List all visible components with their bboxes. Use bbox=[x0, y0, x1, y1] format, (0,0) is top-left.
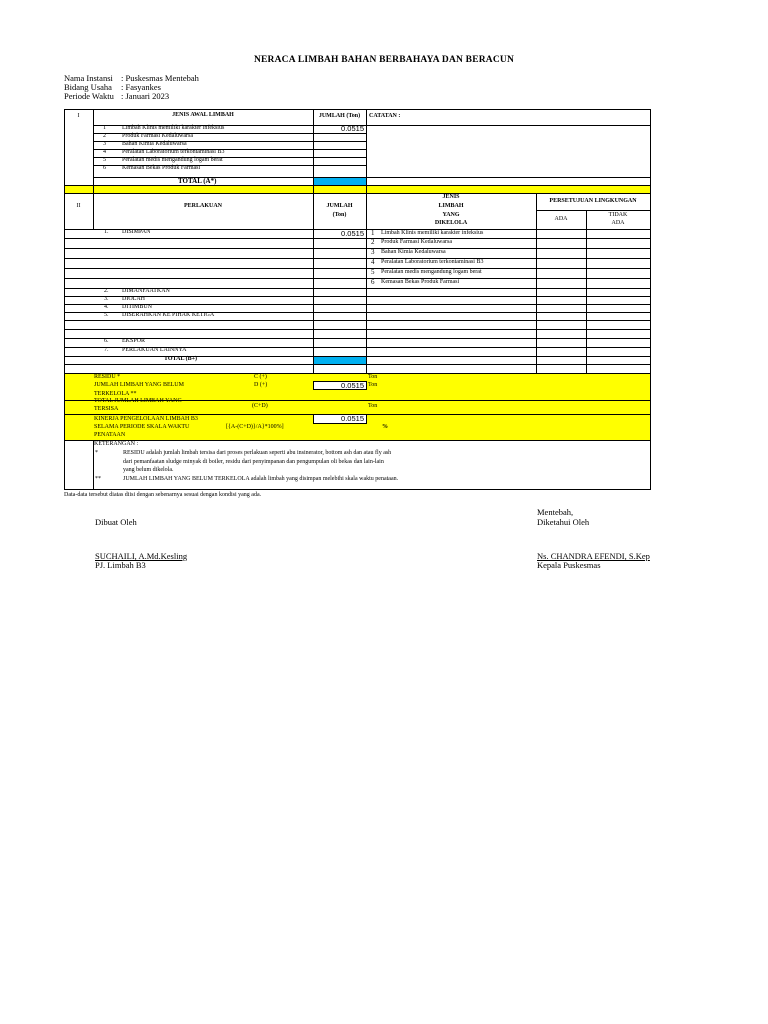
belum-code: D (+) bbox=[254, 382, 268, 388]
perlakuan-label: PERLAKUAN LAINNYA bbox=[122, 347, 187, 353]
header-jenis-1: JENIS bbox=[442, 194, 460, 200]
jenis-awal-name: Produk Farmasi Kedaluwarsa bbox=[122, 133, 193, 139]
total-a-cell bbox=[313, 177, 366, 185]
perlakuan-label: EKSPOR bbox=[122, 338, 146, 344]
header-tidak-1: TIDAK bbox=[608, 212, 628, 218]
perlakuan-no: 4. bbox=[104, 304, 109, 310]
jenis-dikelola-name: Bahan Kimia Kedaluwarsa bbox=[381, 249, 446, 255]
jenis-awal-name: Peralatan medis mengandung logam berat bbox=[122, 157, 223, 163]
header-jumlah-1: JUMLAH bbox=[326, 203, 353, 209]
keterangan-star-1: * bbox=[95, 450, 98, 456]
jenis-dikelola-no: 2 bbox=[371, 238, 375, 246]
perlakuan-label: DIOLAH bbox=[122, 296, 145, 302]
jenis-awal-no: 3 bbox=[103, 141, 106, 147]
instansi-value: : Puskesmas Mentebah bbox=[121, 73, 199, 83]
kinerja-1: KINERJA PENGELOLAAN LIMBAH B3 bbox=[94, 416, 198, 422]
spacer-row-highlight bbox=[64, 185, 650, 193]
perlakuan-no: 2. bbox=[104, 288, 109, 294]
perlakuan-no: 5. bbox=[104, 312, 109, 318]
header-persetujuan: PERSETUJUAN LINGKUNGAN bbox=[549, 198, 637, 204]
total-sisa-code: (C+D) bbox=[252, 403, 268, 409]
jenis-dikelola-name: Peralatan medis mengandung logam berat bbox=[381, 269, 482, 275]
jenis-dikelola-no: 4 bbox=[371, 258, 375, 266]
total-sisa-unit: Ton bbox=[368, 403, 378, 409]
disimpan-label: DISIMPAN bbox=[122, 229, 151, 235]
kinerja-3: PENATAAN bbox=[94, 432, 126, 438]
perlakuan-no: 7. bbox=[104, 347, 109, 353]
belum-label-1: JUMLAH LIMBAH YANG BELUM bbox=[94, 382, 184, 388]
header-jenis-2: LIMBAH bbox=[438, 203, 464, 209]
total-b-label: TOTAL (B+) bbox=[164, 356, 198, 362]
instansi-label: Nama Instansi bbox=[64, 73, 113, 83]
jenis-awal-name: Bahan Kimia Kedaluwarsa bbox=[122, 141, 187, 147]
right-signer-title: Kepala Puskesmas bbox=[537, 560, 601, 570]
jenis-dikelola-no: 5 bbox=[371, 268, 375, 276]
total-sisa-1: TOTAL JUMLAH LIMBAH YANG bbox=[94, 398, 182, 404]
footnote: Data-data tersebut diatas diisi dengan sebenarnya sesuai dengan kondisi yang ada. bbox=[64, 492, 262, 498]
bidang-label: Bidang Usaha bbox=[64, 82, 112, 92]
left-signer-title: PJ. Limbah B3 bbox=[95, 560, 146, 570]
jenis-awal-name: Kemasan Bekas Produk Farmasi bbox=[122, 165, 201, 171]
header-perlakuan: PERLAKUAN bbox=[183, 203, 222, 209]
jenis-dikelola-name: Produk Farmasi Kedaluwarsa bbox=[381, 239, 452, 245]
header-jenis-awal: JENIS AWAL LIMBAH bbox=[172, 112, 234, 118]
kinerja-formula: [{A-(C+D)}/A}*100%] bbox=[226, 424, 284, 430]
jenis-dikelola-no: 1 bbox=[371, 229, 375, 237]
belum-unit: Ton bbox=[368, 382, 378, 388]
jenis-dikelola-no: 3 bbox=[371, 248, 375, 256]
perlakuan-label: DISERAHKAN KE PIHAK KETIGA bbox=[122, 312, 215, 318]
perlakuan-label: DITIMBUN bbox=[122, 304, 152, 310]
jenis-dikelola-name: Kemasan Bekas Produk Farmasi bbox=[381, 279, 460, 285]
header-jumlah-2: (Ton) bbox=[332, 212, 347, 218]
total-a-label: TOTAL (A*) bbox=[178, 177, 217, 185]
header-jenis-3: YANG bbox=[442, 212, 460, 218]
section-2-roman: II bbox=[76, 203, 81, 209]
header-catatan: CATATAN : bbox=[369, 113, 401, 119]
header-ada: ADA bbox=[554, 216, 568, 222]
jenis-awal-value: 0.0515 bbox=[341, 124, 364, 133]
jenis-dikelola-name: Limbah Klinis memiliki karakter infeksius bbox=[381, 230, 484, 236]
header-tidak-2: ADA bbox=[611, 220, 625, 226]
disimpan-value: 0.0515 bbox=[341, 229, 364, 238]
right-role: Diketahui Oleh bbox=[537, 517, 590, 527]
residu-label: RESIDU * bbox=[94, 374, 121, 380]
left-role: Dibuat Oleh bbox=[95, 517, 137, 527]
jenis-awal-no: 6 bbox=[103, 165, 106, 171]
jenis-awal-name: Peralatan Laboratorium terkontaminasi B3 bbox=[122, 149, 225, 155]
keterangan-line-1: RESIDU adalah jumlah limbah tersisa dari proses perlakuan seperti abu insinerator, bottom ash dan atau fly ash bbox=[123, 450, 392, 456]
residu-unit: Ton bbox=[368, 374, 378, 380]
jenis-dikelola-name: Peralatan Laboratorium terkontaminasi B3 bbox=[381, 259, 484, 265]
keterangan-line-2: dari pemanfaatan sludge minyak di boiler, residu dari penyimpanan dan pengumpulan oli bekas dan lain-lain bbox=[123, 459, 384, 465]
total-b-cell bbox=[313, 356, 366, 364]
header-jenis-4: DIKELOLA bbox=[434, 220, 468, 226]
header-jumlah-ton: JUMLAH (Ton) bbox=[318, 113, 361, 119]
keterangan-line-3: yang belum dikelola. bbox=[123, 467, 174, 473]
kinerja-2: SELAMA PERIODE SKALA WAKTU bbox=[94, 424, 190, 430]
kinerja-value: 0.0515 bbox=[341, 414, 364, 423]
perlakuan-label: DIMANFAATKAN bbox=[122, 288, 170, 294]
left-signer-name: SUCHAILI, A.Md.Kesling bbox=[95, 551, 188, 561]
jenis-awal-no: 5 bbox=[103, 157, 106, 163]
disimpan-no: 1. bbox=[104, 229, 109, 235]
keterangan-title: KETERANGAN : bbox=[94, 441, 139, 447]
belum-value: 0.0515 bbox=[341, 381, 364, 390]
jenis-awal-no: 2 bbox=[103, 133, 106, 139]
perlakuan-no: 6. bbox=[104, 338, 109, 344]
perlakuan-no: 3. bbox=[104, 296, 109, 302]
keterangan-star-2: ** bbox=[95, 476, 101, 482]
jenis-awal-name: Limbah Klinis memiliki karakter infeksius bbox=[122, 125, 225, 131]
jenis-dikelola-no: 6 bbox=[371, 278, 375, 286]
bidang-value: : Fasyankes bbox=[121, 82, 161, 92]
right-signer-name: Ns. CHANDRA EFENDI, S.Kep bbox=[537, 551, 650, 561]
keterangan-line-4: JUMLAH LIMBAH YANG BELUM TERKELOLA adalah limbah yang disimpan melebihi skala waktu penataan. bbox=[123, 476, 399, 482]
section-1-roman: I bbox=[77, 113, 80, 119]
belum-label-2: TERKELOLA ** bbox=[94, 391, 137, 397]
periode-value: : Januari 2023 bbox=[121, 91, 170, 101]
residu-code: C (+) bbox=[254, 374, 267, 380]
page-title: NERACA LIMBAH BAHAN BERBAHAYA DAN BERACUN bbox=[253, 55, 515, 65]
total-sisa-2: TERSISA bbox=[94, 406, 119, 412]
periode-label: Periode Waktu bbox=[64, 91, 114, 101]
jenis-awal-no: 1 bbox=[103, 125, 106, 131]
kinerja-unit: % bbox=[382, 424, 388, 430]
signature-place: Mentebah, bbox=[537, 507, 574, 517]
jenis-awal-no: 4 bbox=[103, 149, 106, 155]
